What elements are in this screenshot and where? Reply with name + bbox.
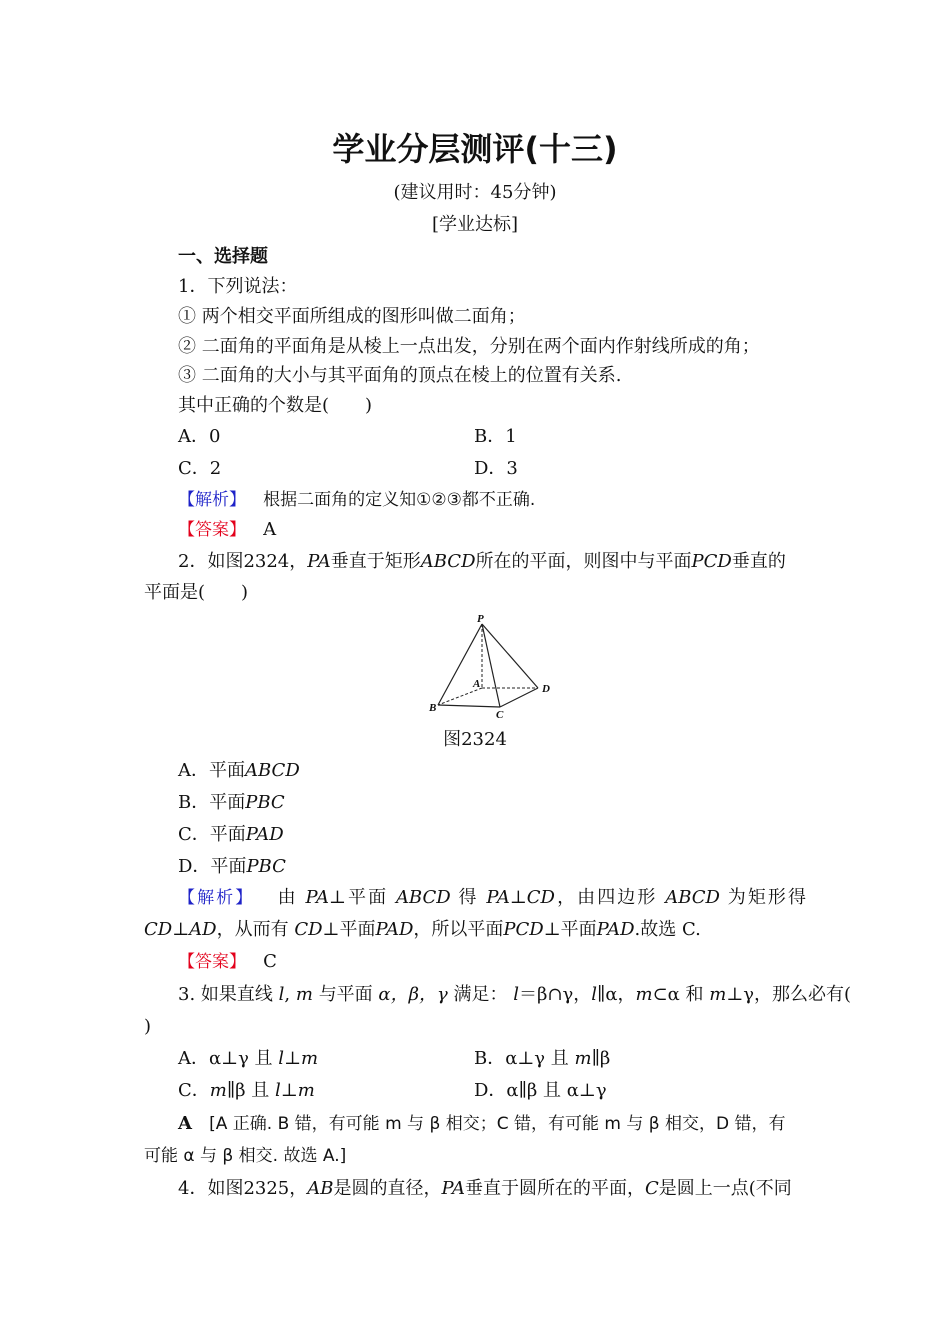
q1-option-b: B．1 (474, 426, 517, 447)
analysis-label: 【解析】 (178, 490, 246, 510)
q2-option-d: D．平面PBC (178, 856, 286, 877)
q3-answer-line2: 可能 α 与 β 相交. 故选 A.] (144, 1146, 347, 1166)
answer-label: 【答案】 (178, 520, 246, 540)
q2-answer-value: C (263, 951, 277, 972)
q2-stem: 2．如图2324，PA垂直于矩形ABCD所在的平面，则图中与平面PCD垂直的 (178, 551, 786, 572)
q3-answer-letter: A (178, 1113, 192, 1134)
q3-option-b: B．α⊥γ 且 m∥β (474, 1048, 611, 1069)
page-title: 学业分层测评(十三) (332, 130, 618, 168)
q2-stem-line2: 平面是( ) (144, 582, 249, 603)
q1-item-3: ③ 二面角的大小与其平面角的顶点在棱上的位置有关系. (178, 365, 622, 386)
vertex-label-a: A (473, 678, 481, 690)
answer-label: 【答案】 (178, 952, 246, 972)
section-heading: 一、选择题 (178, 246, 268, 267)
q2-option-a: A．平面ABCD (178, 760, 300, 781)
time-hint: (建议用时：45分钟) (393, 182, 557, 203)
vertex-label-b: B (429, 702, 437, 714)
figure-caption: 图2324 (443, 729, 507, 750)
section-tag: [学业达标] (431, 214, 519, 235)
pyramid-figure (424, 610, 564, 720)
q3-answer-text: [A 正确. B 错，有可能 m 与 β 相交；C 错，有可能 m 与 β 相交，D 错，有 (209, 1114, 786, 1134)
q1-analysis (178, 489, 535, 511)
q1-answer-value: A (263, 519, 277, 540)
q1-answer (178, 519, 276, 541)
q1-ask: 其中正确的个数是( ) (178, 395, 373, 416)
q2-answer (178, 951, 277, 973)
q3-answer (178, 1113, 786, 1135)
q1-analysis-text: 根据二面角的定义知①②③都不正确. (263, 490, 536, 510)
q4-stem: 4．如图2325，AB是圆的直径，PA垂直于圆所在的平面，C是圆上一点(不同 (178, 1178, 792, 1199)
q3-option-d: D．α∥β 且 α⊥γ (474, 1080, 607, 1101)
vertex-label-c: C (496, 709, 504, 720)
vertex-label-d: D (542, 683, 550, 695)
q3-stem-line2: ) (144, 1016, 152, 1037)
q3-option-a: A．α⊥γ 且 l⊥m (178, 1048, 319, 1069)
q2-option-b: B．平面PBC (178, 792, 285, 813)
q1-option-c: C．2 (178, 458, 222, 479)
q1-item-2: ② 二面角的平面角是从棱上一点出发，分别在两个面内作射线所成的角； (178, 336, 760, 357)
vertex-label-p: P (477, 613, 484, 625)
q1-item-1: ① 两个相交平面所组成的图形叫做二面角； (178, 306, 526, 327)
q3-stem: 3. 如果直线 l, m 与平面 α，β，γ 满足： l＝β∩γ，l∥α，m⊂α 和 m⊥γ，那么必有( (178, 984, 852, 1005)
q2-option-c: C．平面PAD (178, 824, 284, 845)
q1-option-d: D．3 (474, 458, 518, 479)
q2-analysis-line2: CD⊥AD，从而有 CD⊥平面PAD，所以平面PCD⊥平面PAD.故选 C. (144, 919, 701, 940)
q1-option-a: A．0 (178, 426, 221, 447)
analysis-label: 【解析】 (178, 888, 255, 908)
q3-option-c: C．m∥β 且 l⊥m (178, 1080, 315, 1101)
q2-analysis: 【解析】 由 PA⊥平面 ABCD 得 PA⊥CD，由四边形 ABCD 为矩形得 (178, 887, 806, 908)
q1-stem: 1．下列说法： (178, 276, 298, 297)
